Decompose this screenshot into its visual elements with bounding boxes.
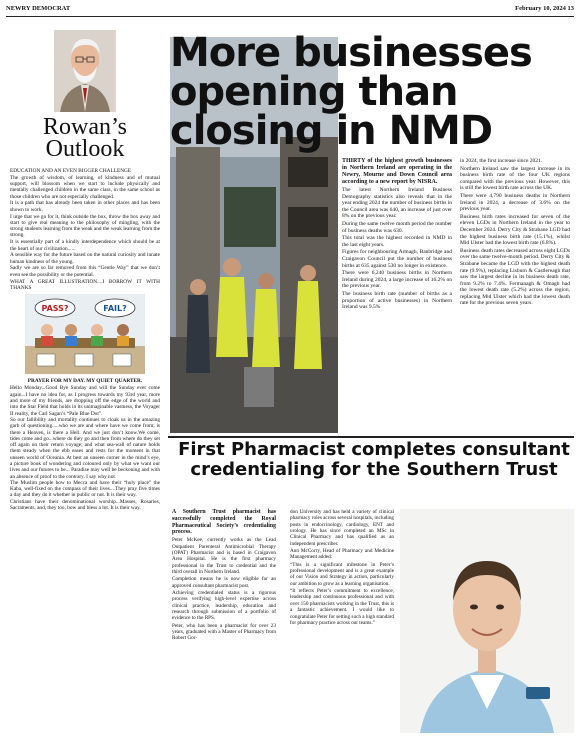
column-paragraph: The growth of wisdom, of learning, of kindness and of mutual support, will blossom when we start to include physically and mentally challenged children in the same class, in the same school as those children who are not especially challenged. [10,174,160,200]
story2-paragraph: “It reflects Peter’s commitment to excellence, leadership and continuous professional and with over 150 pharmacists working in the Trust, this is a fantastic achievement. I would like to congratulate Peter for setting such a high standard for pharmacy practice across our teams.” [290,588,394,626]
story2-paragraph: “This is a significant milestone in Peter’s professional development and is a great example of our Vision and Strategy in action, particularly our ambition to grow as a learning organisation. [290,561,394,587]
columnist-portrait [54,30,116,112]
section-divider [168,436,574,438]
business-story-body [342,158,570,388]
story-column-2 [460,158,570,308]
column-paragraph: WHAT A GREAT ILLUSTRATION....I BORROW IT WITH THANKS [10,278,160,291]
main-headline: More businesses opening than closing in NMD [170,30,532,154]
story-paragraph: in 2024, the first increase since 2021. [460,158,543,164]
story2-paragraph: Achieving credentialed status is a rigorous process verifying high-level expertise across clinical practice, leadership, education and research through submission of a portfolio of evidence to the RPS. [172,589,276,622]
story-paragraph: There were 6,240 business births in Northern Ireland during 2024, a large increase of 16.2% on the previous year. [342,270,452,290]
story2-column-2 [290,509,394,627]
page-masthead [6,3,574,17]
prayer-paragraph: Hello Monday...Good Bye Sunday and will the Sunday ever come again...I have no idea for, as I progress towards my 93rd year, more and more of my friends, are dropping off the edge of the world and into the Star Field that holds in its unimaginable vastness, the Voyager II reality, the Carl Sagan’s “Pale Blue Dot”. [10,385,160,417]
prayer-paragraph: Christians have their denominational worship...Masses, Rosaries, Sacraments, and, they too, bow and bless a lot. It is their way. [10,498,160,512]
story-paragraph: This total was the highest recorded in NMD in the last eight years. [342,235,452,248]
column-paragraph: EDUCATION AND AN EVEN BIGGER CHALLENGE [10,168,132,174]
pharmacist-story-body [172,509,394,734]
story-paragraph: Business birth rates increased for seven of the eleven LGDs in Northern Ireland in the year to December 2024. Derry City & Strabane LGD had the highest business birth rate (15.1%), whilst Mid Ulster had the lowest birth rate (6.8%). [460,213,570,247]
column-paragraph: It is a path that has already been taken in other places and has been shown to work. [10,200,160,213]
column-title-line2: Outlook [45,136,125,162]
story-paragraph: The business birth rate (number of births as a proportion of active businesses) in Northern Ireland was 9.5% [342,290,452,311]
prayer-section [10,378,160,511]
classroom-cartoon [25,294,145,374]
story2-paragraph: Peter, who has been a pharmacist for over 23 years, graduated with a Master of Pharmacy from Robert Gor- [172,622,276,642]
story-column-1 [342,158,452,312]
story-paragraph: Northern Ireland saw the largest increase in its business birth rate of the four UK regions compared with the previous year. However, this is still the lowest birth rate across the UK. [460,165,570,192]
prayer-heading: PRAYER FOR MY DAY. MY QUIET QUARTER. [27,378,143,385]
story2-paragraph: Peter McKee, currently works as the Lead Outpatient Parenteral Antimicrobial Therapy (OPAT) Pharmacist and is based in Craigavon Area Hospital. He is the first pharmacy professional in the Trust to credential and the third overall in Northern Ireland. [172,537,276,575]
story2-paragraph: Ann McCorry, Head of Pharmacy and Medicine Management added: [290,548,394,561]
cartoon-right-label: FAIL? [103,304,127,314]
story-paragraph: There were 4,790 business deaths in Northern Ireland in 2024, a decrease of 3.6% on the previous year. [460,192,570,213]
paper-name: NEWRY DEMOCRAT [6,5,71,12]
prayer-paragraph: So our fallibility and mortality continues to cloak us in the amazing garb of questioning.....who we are and where have we come from; is there a Heaven, is there a Hell. And we just don’t know.We come, tides come and go...where do they go and then from where do they set off again on their return voyage; and what sea-wall of nature holds them steady when the ebb eases and rests for the moment in that unseen world of Oceania. At best an unseen corner in the mind’s eye, a picture book of wondering and coloured only by what we want our lives and our futures to be... Paradise may well be beckoning and with an absence of proof to the contrary. I say why not. [10,416,160,480]
story2-paragraph: Completion means he is now eligible for an approved consultant pharmacist post. [172,576,276,589]
story-paragraph: During the same twelve month period the number of business deaths was 630. [342,220,452,234]
column-title-line1: Rowan’s [43,114,127,140]
date-and-page: February 10, 2024 13 [515,5,574,12]
column-title [10,116,160,160]
pharmacist-headline: First Pharmacist completes consultant credentialing for the Southern Trust [178,439,570,480]
pharmacist-portrait-photo [400,509,574,733]
story-paragraph: Figures for neighbouring Armagh, Banbridge and Craigavon Council put the number of business births at 635 against 530 no longer in existence. [342,249,452,269]
column-paragraph: A sensible way for the future based on the natural curiosity and innate human kindness of the young. [10,252,160,265]
story-paragraph: The latest Northern Ireland Business Demography statistics also reveals that in the year ending 2024 the number of business births in the Council area was 640, an increase of just over 8% on the previous year. [342,187,452,220]
story-paragraph: Business death rates decreased across eight LGDs over the same twelve-month period. Derry City & Strabane became the LGD with the highest death rate (9.9%), replacing Lisburn & Castlereagh that saw the largest decline in its business death rate, from 9.2% to 7.4%. Fermanagh & Omagh had the lowest death rate (5.2%) across the region, replacing Mid Ulster which had the lowest death rate for the previous seven years. [460,247,570,307]
opinion-column [10,22,160,732]
column-paragraph: Sadly we are so far removed from this “Gentle Way” that we don’t even see the possibility or the potential. [10,265,160,278]
story2-column-1 [172,509,276,643]
story2-lede: A Southern Trust pharmacist has successfully completed the Royal Pharmaceutical Society’s credentialing process. [172,509,276,536]
column-paragraph: It is essentially part of a kindly interdependence which should be at the heart of our civilization...... [10,239,160,252]
story2-paragraph: don University and has held a variety of clinical pharmacy roles across several hospitals, including posts in endocrinology, cardiology, ENT and urology. He has since completed an MSc in Clinical Pharmacy and has qualified as an independent prescriber. [290,509,395,547]
prayer-paragraph: The Muslim people bow to Mecca and have their “holy place” the Kaba, well-fixed on the compass of their lives....They pray five times a day and they do it whether in public or not. It is their way. [10,479,160,499]
column-paragraph: I urge that we go for it, think outside the box, throw the box away and start to give real meaning to the philosophy of mingling, with the strong students learning from the weak and the weak learning from the strong. [10,213,160,239]
cartoon-left-label: PASS? [41,304,69,314]
story-lede: THIRTY of the highest growth businesses in Northern Ireland are operating in the Newry, Mourne and Down Council area according to a new report by NISRA. [342,158,452,185]
column-body [10,168,160,291]
